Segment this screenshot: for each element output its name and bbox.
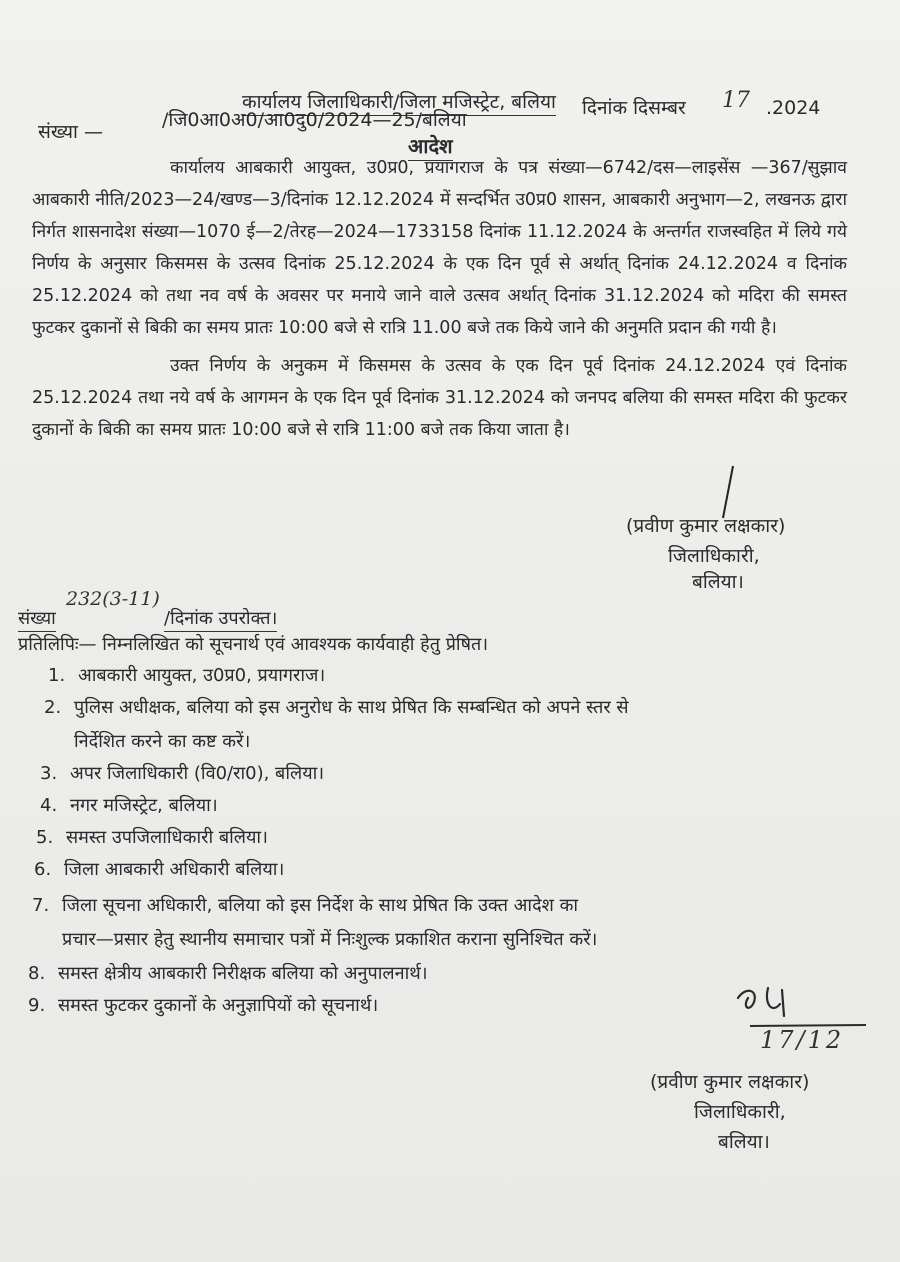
copy-number-label: संख्या xyxy=(18,606,56,632)
body-paragraph-1: कार्यालय आबकारी आयुक्त, उ0प्र0, प्रयागराज के पत्र संख्या—6742/दस—लाइसेंस —367/सुझाव आबकारी नीति/2023—24/खण्ड—3/दिनांक 12.12.2024 में सन्दर्भित उ0प्र0 शासन, आबकारी अनुभाग—2, लखनऊ द्वारा निर्गत शासनादेश संख्या—1070 ई—2/तेरह—2024—1733158 दिनांक 11.12.2024 के अन्तर्गत राजस्वहित में लिये गये निर्णय के अनुसार किसमस के उत्सव दिनांक 25.12.2024 के एक दिन पूर्व से अर्थात् दिनांक 24.12.2024 व दिनांक 25.12.2024 को तथा नव वर्ष के अवसर पर मनाये जाने वाले उत्सव अर्थात् दिनांक 31.12.2024 को मदिरा की समस्त फुटकर दुकानों से बिकी का समय प्रातः 10:00 बजे से रात्रि 11.00 बजे तक किये जाने की अनुमति प्रदान की गयी है। xyxy=(32,158,847,338)
list-item-number: 6. xyxy=(34,859,52,880)
list-item: 3. अपर जिलाधिकारी (वि0/रा0), बलिया। xyxy=(40,758,324,790)
list-item-continuation: निर्देशित करने का कष्ट करें। xyxy=(74,731,251,752)
signature-2-name: (प्रवीण कुमार लक्षकार) xyxy=(650,1071,810,1093)
signature-1-name: (प्रवीण कुमार लक्षकार) xyxy=(626,515,786,537)
body-paragraph-2: उक्त निर्णय के अनुकम में किसमस के उत्सव के एक दिन पूर्व दिनांक 24.12.2024 एवं दिनांक 25.12.2024 तथा नये वर्ष के आगमन के एक दिन पूर्व दिनांक 31.12.2024 को जनपद बलिया की समस्त मदिरा की फुटकर दुकानों के बिकी का समय प्रातः 10:00 बजे से रात्रि 11:00 बजे तक किया जाता है। xyxy=(32,356,847,440)
initials-scribble xyxy=(728,984,808,1024)
order-number-label: संख्या — xyxy=(38,121,103,143)
signature-1-designation: जिलाधिकारी, xyxy=(668,545,760,567)
handwritten-date: 17 xyxy=(722,88,750,113)
list-item-number: 9. xyxy=(28,995,46,1016)
list-item-continuation: प्रचार—प्रसार हेतु स्थानीय समाचार पत्रों में निःशुल्क प्रकाशित कराना सुनिश्चित करें। xyxy=(62,929,598,950)
list-item: 2. पुलिस अधीक्षक, बलिया को इस अनुरोध के साथ प्रेषित कि सम्बन्धित को अपने स्तर से xyxy=(44,692,629,724)
list-item-number: 8. xyxy=(28,963,46,984)
list-item: 5. समस्त उपजिलाधिकारी बलिया। xyxy=(36,822,268,854)
initials-date: 17/12 xyxy=(760,1026,845,1054)
list-item-number: 4. xyxy=(40,795,58,816)
list-item-number: 5. xyxy=(36,827,54,848)
list-item: 6. जिला आबकारी अधिकारी बलिया। xyxy=(34,854,284,886)
office-heading: कार्यालय जिलाधिकारी/जिला मजिस्ट्रेट, बलिया xyxy=(242,88,556,116)
copy-intro: प्रतिलिपिः— निम्नलिखित को सूचनार्थ एवं आवश्यक कार्यवाही हेतु प्रेषित। xyxy=(18,634,489,655)
copy-number-handwritten: 232(3-11) xyxy=(66,588,160,610)
order-body xyxy=(32,152,847,446)
list-item: 4. नगर मजिस्ट्रेट, बलिया। xyxy=(40,790,218,822)
list-item: 1. आबकारी आयुक्त, उ0प्र0, प्रयागराज। xyxy=(48,660,325,692)
date-label: दिनांक दिसम्बर xyxy=(582,97,686,119)
date-year: .2024 xyxy=(766,97,821,119)
list-item: 9. समस्त फुटकर दुकानों के अनुज्ञापियों को सूचनार्थ। xyxy=(28,990,378,1022)
signature-1-place: बलिया। xyxy=(692,571,744,593)
list-item-number: 7. xyxy=(32,895,50,916)
order-number: /जि0आ0अ0/आ0दु0/2024—25/बलिया xyxy=(162,109,467,131)
signature-2-place: बलिया। xyxy=(718,1131,770,1153)
order-title: आदेश xyxy=(408,132,453,161)
list-item: 8. समस्त क्षेत्रीय आबकारी निरीक्षक बलिया को अनुपालनार्थ। xyxy=(28,958,428,990)
signature-2-designation: जिलाधिकारी, xyxy=(694,1101,786,1123)
list-item-number: 2. xyxy=(44,697,62,718)
list-item-number: 3. xyxy=(40,763,58,784)
list-item-number: 1. xyxy=(48,665,66,686)
list-item: 7. जिला सूचना अधिकारी, बलिया को इस निर्देश के साथ प्रेषित कि उक्त आदेश का xyxy=(32,890,578,922)
copy-date-text: /दिनांक उपरोक्त। xyxy=(164,606,277,632)
